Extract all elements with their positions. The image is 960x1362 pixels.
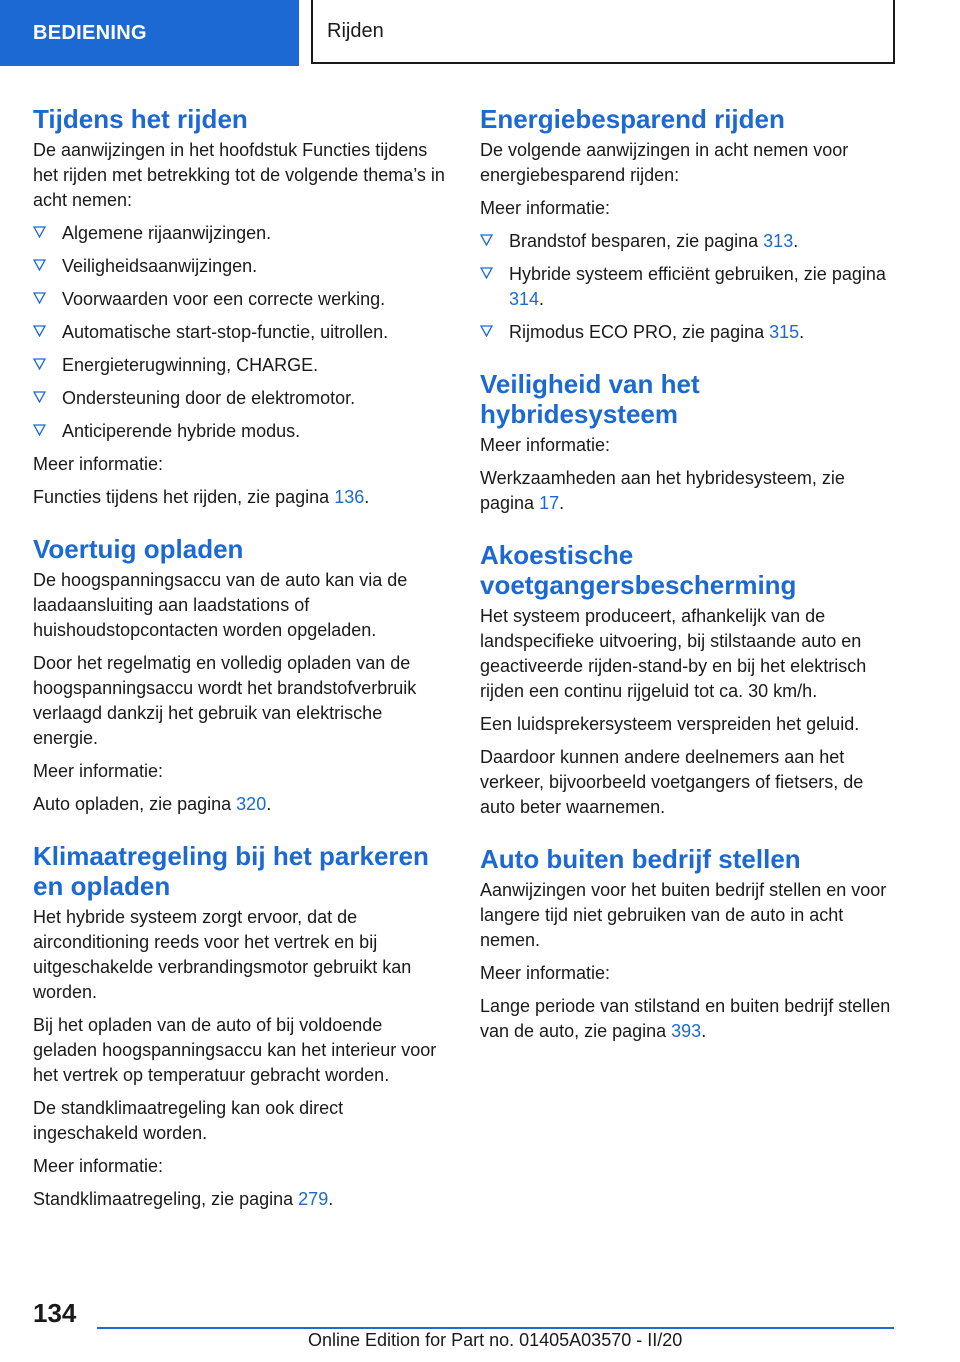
triangle-bullet-icon [33,291,46,304]
paragraph: Door het regelmatig en volledig opladen van de hoogspanningsaccu wordt het brandstofverbruik verlaagd dankzij het gebruik van elektrische energie. [33,653,417,748]
reference [33,792,451,817]
page-link-393[interactable]: 393 [671,1021,702,1041]
reference-text: Auto opladen, zie pagina [33,794,237,814]
paragraph: Bij het opladen van de auto of bij voldoende geladen hoogspanningsaccu kan het interieur voor het vertrek op temperatuur gebracht worden. [33,1015,437,1085]
page-link-314[interactable]: 314 [509,289,540,309]
right-column [480,104,898,1052]
reference-end: . [559,493,565,513]
heading-tijdens-het-rijden: Tijdens het rijden [33,104,248,134]
page-link-315[interactable]: 315 [769,322,800,342]
bullet-list [480,229,898,345]
reference-text: Standklimaatregeling, zie pagina [33,1189,299,1209]
footer-divider [97,1327,894,1329]
paragraph: Het systeem produceert, afhankelijk van de landspecifieke uitvoering, bij stilstaande auto en geactiveerde rijden-stand-by en bij het elektrisch rijden een continu rijgeluid tot ca. 30 km/h. [480,606,867,701]
chapter-label: Rijden [327,19,384,42]
bullet-list [33,221,451,444]
section-tab [0,0,299,66]
paragraph: De volgende aanwijzingen in acht nemen voor energiebesparend rijden: [480,140,849,185]
section-auto-buiten-bedrijf [480,844,898,1044]
reference-text: Lange periode van stilstand en buiten bedrijf stellen van de auto, zie pagina [480,996,891,1041]
chapter-tab [311,0,895,64]
reference [480,466,898,516]
triangle-bullet-icon [33,324,46,337]
triangle-bullet-icon [480,233,493,246]
list-item-text: Voorwaarden voor een correcte werking. [62,289,386,309]
page-link-17[interactable]: 17 [539,493,560,513]
reference-text: Werkzaamheden aan het hybridesysteem, zie pagina [480,468,845,513]
more-info-label: Meer informatie: [480,198,611,218]
more-info-label: Meer informatie: [33,1156,164,1176]
page-link-320[interactable]: 320 [236,794,267,814]
list-item [33,254,451,279]
list-item-text: Veiligheidsaanwijzingen. [62,256,258,276]
page-number: 134 [33,1298,77,1328]
page-link-136[interactable]: 136 [334,487,365,507]
triangle-bullet-icon [33,357,46,370]
list-item-text: Rijmodus ECO PRO, zie pagina [509,322,770,342]
list-item [480,262,898,312]
reference-text: Functies tijdens het rijden, zie pagina [33,487,335,507]
reference-end: . [328,1189,334,1209]
left-column [33,104,451,1220]
reference [480,994,898,1044]
list-item [480,320,898,345]
section-veiligheid-hybridesysteem [480,369,898,516]
list-item [33,386,451,411]
list-item [480,229,898,254]
reference-end: . [793,231,799,251]
heading-veiligheid-hybridesysteem: Veiligheid van het hybridesysteem [480,369,700,429]
heading-auto-buiten-bedrijf: Auto buiten bedrijf stellen [480,844,801,874]
more-info-label: Meer informatie: [33,454,164,474]
list-item-text: Brandstof besparen, zie pagina [509,231,764,251]
triangle-bullet-icon [33,225,46,238]
paragraph: De hoogspanningsaccu van de auto kan via de laadaansluiting aan laadstations of huishoudstopcontacten worden opgeladen. [33,570,408,640]
reference-end: . [539,289,545,309]
list-item [33,320,451,345]
page-link-313[interactable]: 313 [763,231,794,251]
list-item [33,287,451,312]
paragraph: De aanwijzingen in het hoofdstuk Functies tijdens het rijden met betrekking tot de volgende thema’s in acht nemen: [33,140,445,210]
list-item-text: Anticiperende hybride modus. [62,421,301,441]
reference-end: . [799,322,805,342]
paragraph: De standklimaatregeling kan ook direct ingeschakeld worden. [33,1098,344,1143]
heading-voertuig-opladen: Voertuig opladen [33,534,244,564]
reference [33,1187,451,1212]
triangle-bullet-icon [33,423,46,436]
list-item [33,419,451,444]
section-klimaatregeling [33,841,451,1212]
section-energiebesparend-rijden [480,104,898,345]
more-info-label: Meer informatie: [33,761,164,781]
section-akoestische-voetgangersbescherming [480,540,898,820]
reference-end: . [701,1021,707,1041]
paragraph: Aanwijzingen voor het buiten bedrijf stellen en voor langere tijd niet gebruiken van de auto in acht nemen. [480,880,887,950]
more-info-label: Meer informatie: [480,435,611,455]
triangle-bullet-icon [480,324,493,337]
list-item-text: Algemene rijaanwijzingen. [62,223,272,243]
triangle-bullet-icon [480,266,493,279]
reference-end: . [266,794,272,814]
paragraph: Een luidsprekersysteem verspreiden het geluid. [480,714,860,734]
list-item-text: Energieterugwinning, CHARGE. [62,355,319,375]
section-tijdens-het-rijden [33,104,451,510]
heading-energiebesparend-rijden: Energiebesparend rijden [480,104,785,134]
more-info-label: Meer informatie: [480,963,611,983]
paragraph: Daardoor kunnen andere deelnemers aan het verkeer, bijvoorbeeld voetgangers of fietsers, de auto beter waarnemen. [480,747,864,817]
list-item [33,221,451,246]
section-voertuig-opladen [33,534,451,817]
reference [33,485,451,510]
reference-end: . [364,487,370,507]
heading-klimaatregeling: Klimaatregeling bij het parkeren en opladen [33,841,429,901]
triangle-bullet-icon [33,258,46,271]
section-label: BEDIENING [33,21,147,44]
list-item-text: Ondersteuning door de elektromotor. [62,388,356,408]
list-item-text: Automatische start-stop-functie, uitrollen. [62,322,389,342]
heading-akoestische-voetgangersbescherming: Akoestische voetgangersbescherming [480,540,797,600]
list-item [33,353,451,378]
triangle-bullet-icon [33,390,46,403]
list-item-text: Hybride systeem efficiënt gebruiken, zie pagina [509,264,886,284]
paragraph: Het hybride systeem zorgt ervoor, dat de airconditioning reeds voor het vertrek en bij uitgeschakelde verbrandingsmotor gebruikt kan worden. [33,907,412,1002]
page-link-279[interactable]: 279 [298,1189,329,1209]
footer-edition: Online Edition for Part no. 01405A03570 - II/20 [308,1330,683,1350]
